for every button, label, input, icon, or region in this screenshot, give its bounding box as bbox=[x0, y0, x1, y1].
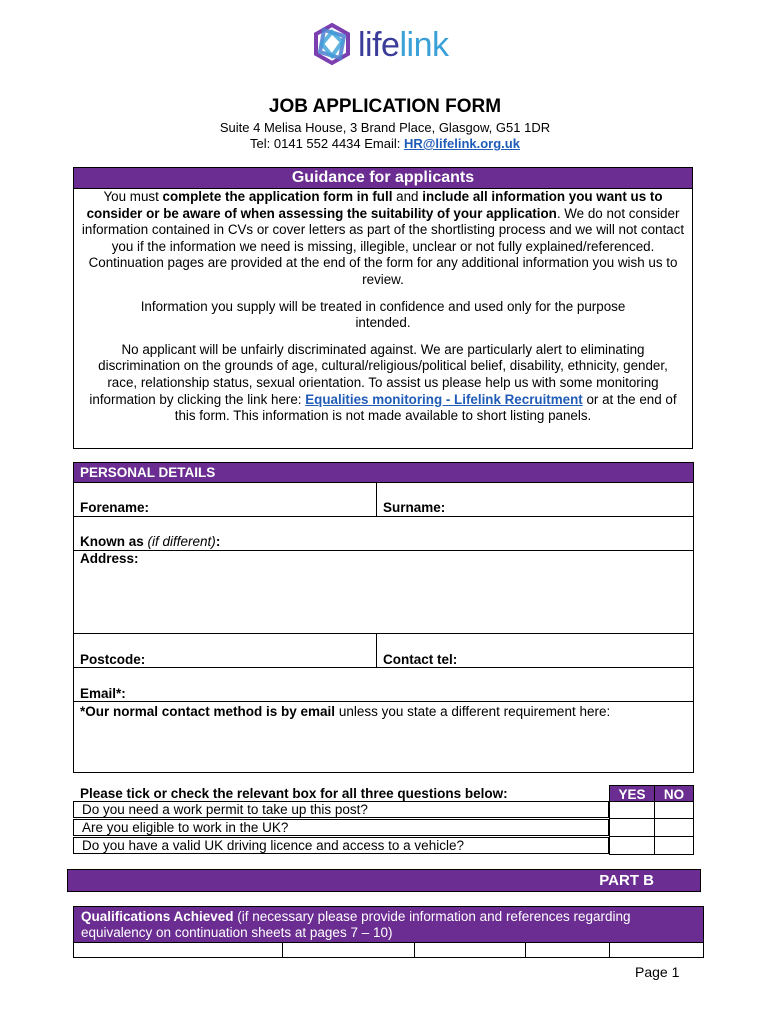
postcode-field[interactable] bbox=[74, 634, 375, 667]
question-row: Are you eligible to work in the UK? bbox=[73, 819, 609, 836]
contact-requirement-field[interactable] bbox=[74, 733, 693, 772]
guidance-paragraph-1: You must complete the application form in full and include all information you want us to consider or be aware of when assessing the suitability of your application. We do not consider information contained in CVs or cover letters as part of the shortlisting process and we will not contact you if the information we need is missing, illegible, unclear or not fully explained/referenced. Continuation pages are provided at the end of the form for any additional information you wish us to review. bbox=[81, 189, 685, 287]
part-b-banner: PART B bbox=[67, 869, 701, 892]
no-column-header: NO bbox=[654, 785, 694, 802]
q2-yes-checkbox[interactable] bbox=[609, 818, 655, 837]
question-row: Do you have a valid UK driving licence and access to a vehicle? bbox=[73, 837, 609, 854]
lifelink-logo bbox=[310, 22, 460, 72]
personal-details-section bbox=[73, 462, 694, 773]
known-as-label: Known as (if different): bbox=[80, 534, 221, 549]
q1-no-checkbox[interactable] bbox=[654, 801, 694, 819]
page-number: Page 1 bbox=[635, 964, 680, 980]
form-title: JOB APPLICATION FORM bbox=[268, 96, 502, 117]
yes-column-header: YES bbox=[609, 785, 655, 802]
surname-label: Surname: bbox=[383, 500, 446, 515]
address-field[interactable] bbox=[74, 551, 693, 633]
logo-wordmark: lifelink bbox=[358, 26, 449, 64]
email-link[interactable]: HR@lifelink.org.uk bbox=[403, 136, 520, 151]
questions-heading: Please tick or check the relevant box for all three questions below: bbox=[80, 786, 508, 801]
guidance-paragraph-3: No applicant will be unfairly discriminated against. We are particularly alert to eliminating discrimination on the grounds of age, cultural/religious/political belief, disability, ethnicity, gender, race, relationship status, sexual orientation. To assist us please help us with some monitoring information by clicking the link here: Equalities monitoring - Lifelink Recruitment or at the end of this form. This information is not made available to short listing panels. bbox=[89, 341, 677, 424]
surname-field[interactable] bbox=[377, 484, 693, 516]
qualification-cell[interactable] bbox=[610, 944, 703, 957]
guidance-title: Guidance for applicants bbox=[74, 168, 692, 189]
equalities-monitoring-link[interactable]: Equalities monitoring - Lifelink Recruitment bbox=[305, 391, 583, 407]
org-address: Suite 4 Melisa House, 3 Brand Place, Glasgow, G51 1DR bbox=[219, 120, 551, 135]
qualification-cell[interactable] bbox=[526, 944, 609, 957]
q1-yes-checkbox[interactable] bbox=[609, 801, 655, 819]
question-row: Do you need a work permit to take up this post? bbox=[73, 801, 609, 818]
questions-table bbox=[73, 801, 694, 855]
personal-details-title: PERSONAL DETAILS bbox=[74, 463, 693, 483]
qualifications-section bbox=[73, 906, 704, 958]
qualification-cell[interactable] bbox=[283, 944, 414, 957]
email-label: Email*: bbox=[80, 686, 126, 701]
qualification-cell[interactable] bbox=[415, 944, 525, 957]
q2-no-checkbox[interactable] bbox=[654, 818, 694, 837]
qualifications-heading: Qualifications Achieved (if necessary please provide information and references regarding equivalency on continuation sheets at pages 7 – 10) bbox=[74, 907, 703, 943]
address-label: Address: bbox=[80, 551, 139, 566]
q3-no-checkbox[interactable] bbox=[654, 836, 694, 855]
q3-yes-checkbox[interactable] bbox=[609, 836, 655, 855]
guidance-box bbox=[73, 167, 693, 449]
contact-method-note: *Our normal contact method is by email unless you state a different requirement here: bbox=[80, 704, 611, 719]
contact-tel-field[interactable] bbox=[377, 634, 693, 667]
logo-mark-icon bbox=[310, 22, 354, 66]
forename-field[interactable] bbox=[74, 484, 375, 516]
qualification-cell[interactable] bbox=[74, 944, 282, 957]
contact-tel-label: Contact tel: bbox=[383, 652, 458, 667]
org-contact: Tel: 0141 552 4434 Email: HR@lifelink.org.uk bbox=[250, 136, 520, 151]
guidance-paragraph-2: Information you supply will be treated in confidence and used only for the purpose intended. bbox=[140, 298, 626, 331]
postcode-label: Postcode: bbox=[80, 652, 146, 667]
email-field[interactable] bbox=[74, 668, 693, 701]
forename-label: Forename: bbox=[80, 500, 150, 515]
